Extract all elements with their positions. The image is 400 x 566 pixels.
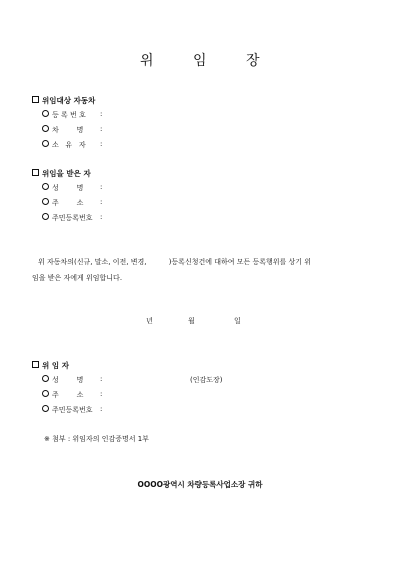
item-label: 성 명 — [52, 376, 84, 384]
statement-line-1: 위 자동차의(신규, 말소, 이전, 변경, )등록신청건에 대하여 모든 등록행위를 상기 위 — [38, 258, 312, 266]
delegate-name-row — [42, 183, 103, 193]
date-day-label: 일 — [234, 317, 241, 325]
item-colon: : — [100, 390, 103, 398]
circle-bullet-icon — [42, 390, 49, 397]
item-colon: : — [100, 125, 103, 133]
circle-bullet-icon — [42, 125, 49, 132]
delegator-address-row — [42, 390, 103, 400]
circle-bullet-icon — [42, 110, 49, 117]
vehicle-name-row — [42, 125, 103, 135]
attachment-note: ※ 첨부 : 위임자의 인감증명서 1부 — [44, 435, 149, 443]
delegator-resident-number-row — [42, 405, 103, 415]
document-title: 위 임 장 — [140, 53, 260, 69]
seal-stamp-note: (인감도장) — [190, 376, 223, 384]
circle-bullet-icon — [42, 140, 49, 147]
delegation-statement — [32, 254, 368, 286]
delegator-name-row — [42, 375, 223, 385]
item-colon: : — [100, 375, 103, 383]
item-label: 등 록 번 호 — [52, 111, 86, 119]
date-year-label: 년 — [146, 317, 153, 325]
section-heading-vehicle: 위임대상 자동차 — [32, 95, 95, 106]
date-month-label: 월 — [188, 317, 195, 325]
item-colon: : — [100, 110, 103, 118]
circle-bullet-icon — [42, 213, 49, 220]
statement-line-2: 임을 받은 자에게 위임합니다. — [32, 274, 123, 282]
item-label: 주민등록번호 — [52, 214, 93, 222]
checkbox-square-icon — [32, 96, 39, 103]
item-colon: : — [100, 183, 103, 191]
item-colon: : — [100, 198, 103, 206]
item-label: 차 명 — [52, 126, 84, 134]
circle-bullet-icon — [42, 375, 49, 382]
circle-bullet-icon — [42, 198, 49, 205]
vehicle-registration-number-row — [42, 110, 103, 120]
delegate-address-row — [42, 198, 103, 208]
circle-bullet-icon — [42, 405, 49, 412]
checkbox-square-icon — [32, 361, 39, 368]
item-colon: : — [100, 405, 103, 413]
item-label: 성 명 — [52, 184, 84, 192]
addressee-line: OOOO광역시 차량등록사업소장 귀하 — [137, 480, 263, 489]
item-label: 주민등록번호 — [52, 406, 93, 414]
section-heading-delegate: 위임을 받은 자 — [32, 168, 91, 179]
vehicle-owner-row — [42, 140, 103, 150]
delegate-resident-number-row — [42, 213, 103, 223]
item-colon: : — [100, 213, 103, 221]
circle-bullet-icon — [42, 183, 49, 190]
item-colon: : — [100, 140, 103, 148]
item-label: 주 소 — [52, 391, 84, 399]
item-label: 주 소 — [52, 199, 84, 207]
section-heading-delegator: 위 임 자 — [32, 360, 69, 371]
checkbox-square-icon — [32, 169, 39, 176]
item-label: 소 유 자 — [52, 141, 86, 149]
